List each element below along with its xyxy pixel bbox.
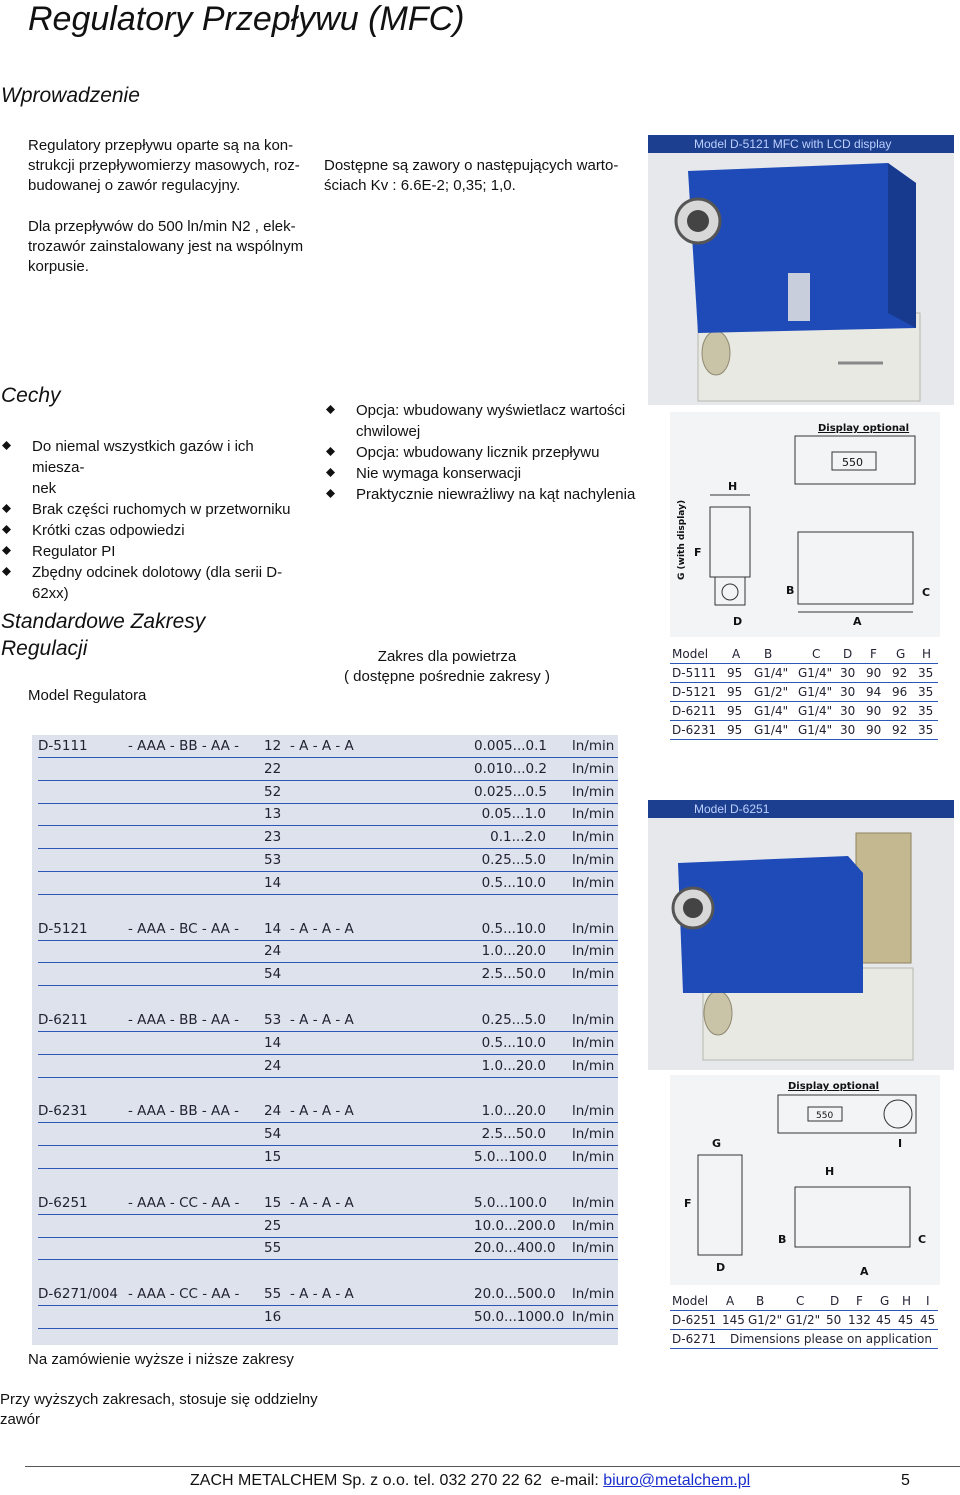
table-row (38, 1146, 618, 1169)
dim-label-d: D (733, 615, 743, 628)
range-code: 55 (264, 1240, 282, 1257)
range-option-code: - AAA - CC - AA - (128, 1286, 240, 1303)
table-row (38, 735, 618, 758)
range-code: 14 (264, 874, 282, 891)
diamond-bullet-icon (2, 504, 11, 513)
range-unit: ln/min (572, 920, 615, 937)
diamond-bullet-icon (2, 567, 11, 576)
range-unit: ln/min (572, 1103, 615, 1120)
range-model: D-6271/004 (38, 1286, 118, 1303)
dim-label-g: G (712, 1137, 722, 1150)
table-row (38, 872, 618, 895)
dim-table-row: D-5111 95 G1/4" G1/4" 30 90 92 35 (670, 664, 938, 683)
feature-item: Regulator PI (0, 541, 300, 562)
range-value: 10.0...200.0 (474, 1217, 556, 1234)
table-row (38, 1192, 618, 1215)
range-unit: ln/min (572, 760, 615, 777)
diamond-bullet-icon (326, 405, 335, 414)
range-unit: ln/min (572, 1126, 615, 1143)
table-row (38, 1123, 618, 1146)
table-row (38, 849, 618, 872)
table-row (38, 940, 618, 963)
footer-email-link[interactable]: biuro@metalchem.pl (603, 1472, 751, 1489)
range-model: D-5121 (38, 920, 88, 937)
range-unit: ln/min (572, 1034, 615, 1051)
range-value: 5.0...100.0 (474, 1194, 547, 1211)
range-value: 2.5...50.0 (481, 966, 546, 983)
table-row (38, 1055, 618, 1078)
order-note: Na zamówienie wyższe i niższe zakresy (28, 1351, 294, 1368)
ranges-heading: Standardowe Zakresy Regulacji (1, 610, 206, 660)
dim-label-h: H (825, 1165, 835, 1178)
feature-item: Zbędny odcinek dolotowy (dla serii D- 62xx) (0, 562, 300, 604)
range-value: 0.010...0.2 (474, 760, 547, 777)
intro-paragraph-3: Dostępne są zawory o następujących warto- ściach Kv : 6.6E-2; 0,35; 1,0. (324, 157, 619, 194)
range-code: 54 (264, 1126, 282, 1143)
range-model: D-6251 (38, 1194, 88, 1211)
dimension-drawing-2 (670, 1075, 940, 1285)
dim-label-a: A (853, 615, 862, 628)
range-unit: ln/min (572, 1286, 615, 1303)
range-unit: ln/min (572, 874, 615, 891)
range-unit: ln/min (572, 852, 615, 868)
range-code: 24 (264, 1057, 282, 1074)
range-code: 24 (264, 943, 282, 960)
dim-table-row: D-5121 95 G1/2" G1/4" 30 94 96 35 (670, 683, 938, 702)
range-code: 13 (264, 806, 282, 823)
range-code: 54 (264, 966, 282, 983)
range-value: 0.025...0.5 (474, 783, 547, 800)
dimension-table-1 (670, 645, 938, 740)
range-option-code: - AAA - BB - AA - (128, 1012, 240, 1028)
photo-caption: Model D-6251 (648, 800, 954, 818)
range-unit: ln/min (572, 1240, 615, 1257)
technical-drawing (670, 1075, 940, 1285)
feature-item: Krótki czas odpowiedzi (0, 520, 300, 541)
range-model: D-5111 (38, 738, 88, 754)
range-option-code: - AAA - BC - AA - (128, 920, 239, 937)
product-photo-d5121 (648, 135, 954, 405)
range-unit: ln/min (572, 1217, 615, 1234)
page-title: Regulatory Przepływu (MFC) (28, 0, 465, 38)
drawing-label: Display optional (788, 1081, 880, 1092)
range-unit: ln/min (572, 966, 615, 983)
table-row (38, 963, 618, 986)
display-value: 550 (842, 456, 863, 469)
range-unit: ln/min (572, 806, 615, 823)
range-code: 12 (264, 738, 282, 754)
range-value: 2.5...50.0 (481, 1126, 546, 1143)
dim-label-b: B (786, 584, 795, 597)
range-code: 23 (264, 829, 282, 846)
intro-heading: Wprowadzenie (1, 84, 140, 107)
range-suffix: - A - A - A (290, 920, 354, 937)
features-list-left (0, 436, 300, 604)
range-code: 55 (264, 1286, 282, 1303)
dim-label-f: F (684, 1197, 692, 1210)
footer-divider (25, 1466, 960, 1467)
range-suffix: - A - A - A (290, 1194, 354, 1211)
model-label: Model Regulatora (28, 687, 147, 704)
range-value: 1.0...20.0 (481, 1057, 546, 1074)
range-suffix: - A - A - A (290, 738, 354, 754)
range-value: 20.0...400.0 (474, 1240, 556, 1257)
table-row (38, 918, 618, 941)
range-value: 5.0...100.0 (474, 1149, 547, 1165)
range-suffix: - A - A - A (290, 1103, 354, 1120)
range-unit: ln/min (572, 783, 615, 800)
feature-item: Opcja: wbudowany wyświetlacz wartości chwilowej (324, 400, 644, 442)
range-option-code: - AAA - BB - AA - (128, 1103, 240, 1120)
feature-item: Nie wymaga konserwacji (324, 463, 644, 484)
footer-company: ZACH METALCHEM Sp. z o.o. tel. 032 270 22 62 e-mail: (190, 1472, 604, 1489)
range-value: 1.0...20.0 (481, 943, 546, 960)
range-code: 53 (264, 852, 282, 868)
dim-table-header: Model A B C D F G H I (670, 1292, 938, 1311)
diamond-bullet-icon (326, 489, 335, 498)
table-row (38, 758, 618, 781)
range-unit: ln/min (572, 1194, 615, 1211)
dimension-table-2 (670, 1292, 938, 1352)
page-number: 5 (901, 1472, 910, 1489)
dim-label-g: G (with display) (677, 499, 687, 580)
range-option-code: - AAA - BB - AA - (128, 738, 240, 754)
mfc-device-illustration (648, 153, 954, 405)
footer-contact (190, 1471, 750, 1491)
table-row (38, 826, 618, 849)
diamond-bullet-icon (2, 441, 11, 450)
range-suffix: - A - A - A (290, 1286, 354, 1303)
table-row (38, 1009, 618, 1032)
intro-paragraph-1: Regulatory przepływu oparte są na kon- strukcji przepływomierzy masowych, roz- budowanej o zawór regulacyjny. (28, 137, 300, 194)
range-unit: ln/min (572, 1309, 615, 1325)
technical-drawing (670, 412, 940, 637)
dim-label-a: A (860, 1265, 869, 1278)
dim-table-row: D-6231 95 G1/4" G1/4" 30 90 92 35 (670, 721, 938, 740)
range-code: 52 (264, 783, 282, 800)
range-value: 0.05...1.0 (481, 806, 546, 823)
range-value: 20.0...500.0 (474, 1286, 556, 1303)
range-unit: ln/min (572, 1012, 615, 1028)
dim-table-row: D-6271 Dimensions please on application (670, 1330, 938, 1349)
dimension-drawing-1 (670, 412, 940, 637)
dim-label-d: D (716, 1261, 726, 1274)
diamond-bullet-icon (326, 447, 335, 456)
range-value: 0.5...10.0 (481, 1034, 546, 1051)
table-row (38, 1100, 618, 1123)
range-code: 25 (264, 1217, 282, 1234)
dim-label-h: H (728, 480, 738, 493)
range-value: 0.25...5.0 (481, 852, 546, 868)
range-code: 15 (264, 1149, 282, 1165)
diamond-bullet-icon (326, 468, 335, 477)
range-value: 50.0...1000.0 (474, 1309, 565, 1325)
table-row (38, 1032, 618, 1055)
intro-paragraph-2: Dla przepływów do 500 ln/min N2 , elek- trozawór zainstalowany jest na wspólnym korpusie. (28, 218, 304, 275)
table-row (38, 803, 618, 826)
diamond-bullet-icon (2, 525, 11, 534)
range-code: 16 (264, 1309, 282, 1325)
range-unit: ln/min (572, 1057, 615, 1074)
range-value: 0.1...2.0 (490, 829, 546, 846)
range-table (32, 735, 618, 1345)
range-option-code: - AAA - CC - AA - (128, 1194, 240, 1211)
table-row (38, 1306, 618, 1329)
range-code: 14 (264, 920, 282, 937)
dim-label-i: I (898, 1137, 903, 1150)
range-code: 24 (264, 1103, 282, 1120)
photo-caption: Model D-5121 MFC with LCD display (648, 135, 954, 153)
range-code: 14 (264, 1034, 282, 1051)
valve-note: Przy wyższych zakresach, stosuje się oddzielny zawór (0, 1391, 318, 1428)
range-unit: ln/min (572, 943, 615, 960)
dim-label-f: F (694, 546, 702, 559)
feature-item: Do niemal wszystkich gazów i ich miesza- nek (0, 436, 300, 499)
range-value: 0.5...10.0 (481, 874, 546, 891)
product-photo-d6251 (648, 800, 954, 1070)
range-unit: ln/min (572, 1149, 615, 1165)
dim-table-row: D-6211 95 G1/4" G1/4" 30 90 92 35 (670, 702, 938, 721)
features-list-right (324, 400, 644, 505)
table-row (38, 1283, 618, 1306)
range-value: 0.005...0.1 (474, 738, 547, 754)
range-code: 53 (264, 1012, 282, 1028)
table-row (38, 1237, 618, 1260)
dim-label-c: C (922, 586, 931, 599)
dim-label-c: C (918, 1233, 927, 1246)
range-value: 0.25...5.0 (481, 1012, 546, 1028)
range-value: 0.5...10.0 (481, 920, 546, 937)
air-range-label: Zakres dla powietrza ( dostępne pośrednie zakresy ) (344, 648, 550, 685)
drawing-label: Display optional (818, 423, 910, 434)
range-code: 15 (264, 1194, 282, 1211)
feature-item: Brak części ruchomych w przetworniku (0, 499, 300, 520)
table-row (38, 1215, 618, 1238)
range-suffix: - A - A - A (290, 1012, 354, 1028)
features-heading: Cechy (1, 384, 61, 407)
feature-item: Praktycznie niewrażliwy na kąt nachylenia (324, 484, 644, 505)
dim-label-b: B (778, 1233, 787, 1246)
feature-item: Opcja: wbudowany licznik przepływu (324, 442, 644, 463)
diamond-bullet-icon (2, 546, 11, 555)
display-value: 550 (816, 1111, 834, 1121)
range-model: D-6231 (38, 1103, 88, 1120)
range-unit: ln/min (572, 738, 615, 754)
table-row (38, 781, 618, 804)
range-value: 1.0...20.0 (481, 1103, 546, 1120)
range-code: 22 (264, 760, 282, 777)
range-unit: ln/min (572, 829, 615, 846)
dim-table-header: Model A B C D F G H (670, 645, 938, 664)
mfc-device-illustration (648, 818, 954, 1070)
range-model: D-6211 (38, 1012, 88, 1028)
dim-table-row: D-6251 145 G1/2" G1/2" 50 132 45 45 45 (670, 1311, 938, 1330)
